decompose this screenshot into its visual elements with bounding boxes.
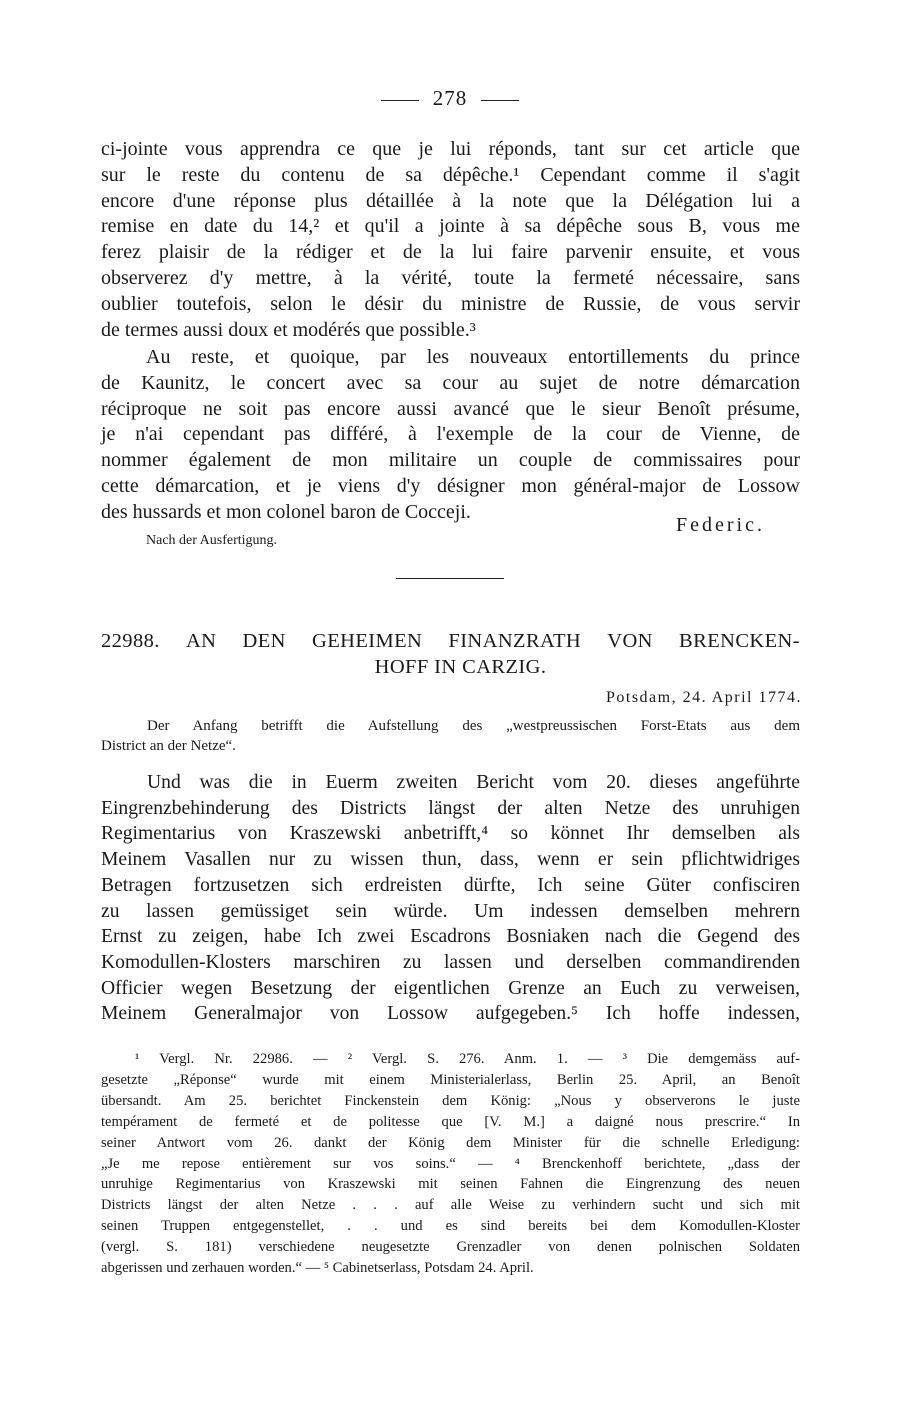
source-note: Nach der Ausfertigung. [146,533,278,548]
text-line: Au reste, et quoique, par les nouveaux entortillements du prince [146,346,800,368]
page-number-rule-right [481,100,519,101]
footnote-line: übersandt. Am 25. berichtet Finckenstein dem König: „Nous y observerons le juste [101,1092,800,1109]
text-line: Meinem Vasallen nur zu wissen thun, dass, wenn er sein pflichtwidriges [101,849,800,871]
page-number [0,86,900,111]
footnote-line: Districts längst der alten Netze . . . auf alle Weise zu verhindern sucht und sich mit [101,1197,800,1214]
text-line: nommer également de mon militaire un couple de commissaires pour [101,449,800,472]
text-line: encore d'une réponse plus détaillée à la note que la Délégation lui a [101,189,800,212]
text-line: Und was die in Euerm zweiten Bericht vom 20. dieses angeführte [147,772,800,793]
entry-number: 22988. [101,630,160,652]
text-line: Meinem Generalmajor von Lossow aufgegeben.⁵ Ich hoffe indessen, [101,1003,800,1025]
text-line: ferez plaisir de la rédiger et de la lui faire parvenir ensuite, et vous [101,241,800,264]
footnote-line: unruhige Regimentarius von Kraszewski mit seinen Fahnen die Eingrenzung des neuen [101,1176,800,1193]
entry-summary [101,716,800,756]
text-line: observerez d'y mettre, à la vérité, toute la fermeté nécessaire, sans [101,266,800,289]
text-line: je n'ai cependant pas différé, à l'exemple de la cour de Vienne, de [101,423,800,446]
text-line: des hussards et mon colonel baron de Cocceji. [101,500,471,523]
page-number-rule-left [381,100,419,101]
title-word: BRENCKEN- [679,630,800,652]
text-line: remise en date du 14,² et qu'il a jointe à sa dépêche sous B, vous me [101,215,800,238]
title-word: FINANZRATH [448,630,582,652]
footnote-line: seinen Truppen entgegenstellet, . . und es sind bereits bei dem Komodullen-Kloster [101,1218,800,1235]
text-line: Der Anfang betrifft die Aufstellung des „westpreussischen Forst-Etats aus dem [147,718,800,734]
entry-heading-line-1 [101,628,800,654]
footnote-line: abgerissen und zerhauen worden.“ — ⁵ Cabinetserlass, Potsdam 24. April. [101,1260,534,1277]
title-word: GEHEIMEN [312,630,423,652]
entry-heading [101,628,800,680]
text-line: Officier wegen Besetzung der eigentlichen Grenze an Euch zu verweisen, [101,977,800,999]
text-line: sur le reste du contenu de sa dépêche.¹ Cependant comme il s'agit [101,163,800,186]
text-line: de termes aussi doux et modérés que possible.³ [101,318,476,341]
footnote-line: „Je me repose entièrement sur vos soins.“ — ⁴ Brenckenhoff berichtete, „dass der [101,1155,800,1172]
title-word: AN [185,630,217,652]
signature: Federic. [676,514,765,536]
text-line: ci-jointe vous apprendra ce que je lui réponds, tant sur cet article que [101,138,800,160]
text-line: cette démarcation, et je viens d'y désigner mon général-major de Lossow [101,474,800,497]
text-line: réciproque ne soit pas encore aussi avancé que le sieur Benoît présume, [101,397,800,420]
entry-body [101,770,800,1027]
footnote-line: ¹ Vergl. Nr. 22986. — ² Vergl. S. 276. Anm. 1. — ³ Die demgemäss auf- [135,1051,800,1067]
footnote-line: gesetzte „Réponse“ wurde mit einem Ministerialerlass, Berlin 25. April, an Benoît [101,1071,800,1088]
text-line: Ernst zu zeigen, habe Ich zwei Escadrons Bosniaken nach die Gegend des [101,926,800,948]
text-line: Regimentarius von Kraszewski anbetrifft,⁴ so könnet Ihr demselben als [101,823,800,845]
footnote-line: seiner Antwort vom 26. dankt der König dem Minister für die schnelle Erledigung: [101,1134,800,1151]
entry-date: Potsdam, 24. April 1774. [605,689,802,706]
text-line: Betragen fortzusetzen sich erdreisten dürfte, Ich seine Güter confisciren [101,874,800,896]
footnotes [101,1049,800,1279]
letter-fr-paragraph-2 [101,345,800,526]
text-line: oublier toutefois, selon le désir du ministre de Russie, de vous servir [101,292,800,315]
title-word: DEN [242,630,286,652]
entry-heading-line-2: HOFF IN CARZIG. [374,656,547,678]
footnote-line: (vergl. S. 181) verschiedene neugesetzte Grenzadler von denen polnischen Soldaten [101,1239,800,1256]
footnote-line: tempérament de fermeté et de politesse que [V. M.] a daigné nous prescrire.“ In [101,1113,800,1130]
text-line: Eingrenzbehinderung des Districts längst der alten Netze des unruhigen [101,797,800,819]
text-line: zu lassen gemüssiget sein würde. Um indessen demselben mehrern [101,900,800,922]
page-number-text: 278 [432,86,468,110]
title-word: VON [607,630,653,652]
text-line: Komodullen-Klosters marschiren zu lassen und derselben commandirenden [101,951,800,973]
section-separator [396,578,504,579]
text-line: de Kaunitz, le concert avec sa cour au sujet de notre démarcation [101,371,800,394]
text-line: District an der Netze“. [101,738,236,754]
letter-fr-paragraph-1 [101,137,800,343]
